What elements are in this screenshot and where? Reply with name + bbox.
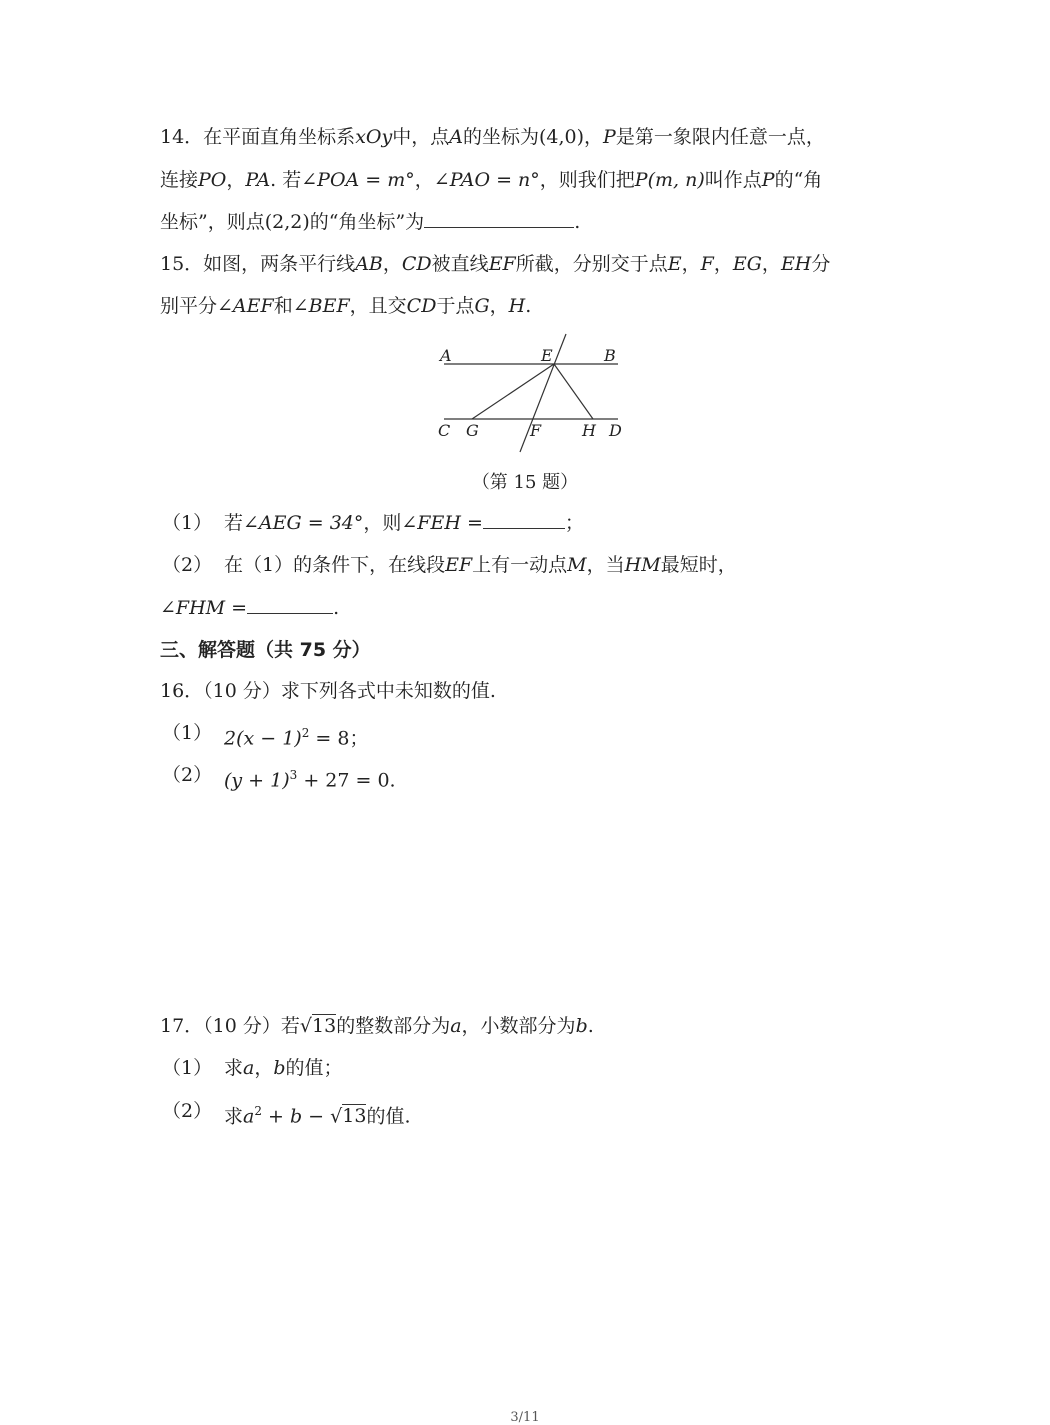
q16-title: 16．（10 分）求下列各式中未知数的值. xyxy=(160,680,496,702)
figure-caption: （第 15 题） xyxy=(471,472,579,493)
q17-part2-label: （2） xyxy=(162,1100,213,1122)
q14-line2: 连接PO，PA. 若∠POA = m°，∠PAO = n°，则我们把P(m, n)叫作点P的“角 xyxy=(160,169,823,191)
sqrt-sign-2: √ xyxy=(330,1105,343,1128)
label-h: H xyxy=(582,421,596,440)
q16-part1-label: （1） xyxy=(162,722,213,744)
q15-part2-answer: ∠FHM = . xyxy=(160,597,340,619)
label-d: D xyxy=(609,421,622,440)
sqrt-sign: √ xyxy=(299,1015,313,1037)
segment-eg xyxy=(472,364,554,419)
q16-part2: $(y + 1)^3 + 27 = 0$. xyxy=(224,768,396,792)
q14-line1: 14．在平面直角坐标系xOy中，点A的坐标为(4,0)，P是第一象限内任意一点， xyxy=(160,126,825,148)
label-a: A xyxy=(440,346,452,365)
q17-part1: 求a，b的值； xyxy=(224,1057,343,1079)
q15-figure xyxy=(430,332,630,456)
q15-part1-label: （1） xyxy=(162,512,213,534)
q15-part2: 在（1）的条件下，在线段EF上有一动点M，当HM最短时， xyxy=(224,554,737,576)
q15-part2-label: （2） xyxy=(162,554,213,576)
q16-part1: $2(x - 1)^2 = 8$； xyxy=(224,726,369,750)
q15-part1-blank[interactable] xyxy=(483,510,565,529)
q15-part2-blank[interactable] xyxy=(247,595,333,614)
page-number: 3/11 xyxy=(510,1410,540,1425)
q17-part1-label: （1） xyxy=(162,1057,213,1079)
q14-answer-blank[interactable] xyxy=(424,209,574,228)
label-e: E xyxy=(541,346,553,365)
q15-line1: 15．如图，两条平行线AB，CD被直线EF所截，分别交于点E，F，EG，EH分 xyxy=(160,253,831,275)
segment-eh xyxy=(554,364,593,419)
section-title: 三、解答题（共 75 分） xyxy=(160,639,371,661)
label-g: G xyxy=(466,421,479,440)
q14-line3: 坐标”，则点(2,2)的“角坐标”为 . xyxy=(160,211,581,233)
label-f: F xyxy=(530,421,542,440)
q16-part2-label: （2） xyxy=(162,764,213,786)
q15-line2: 别平分∠AEF和∠BEF，且交CD于点G，H. xyxy=(160,295,532,317)
q17-part2: 求$a^2 + b - √13$的值. xyxy=(224,1104,411,1128)
label-b: B xyxy=(604,346,616,365)
q15-part1: 若∠AEG = 34°，则∠FEH = ； xyxy=(224,512,584,534)
label-c: C xyxy=(438,421,451,440)
q17-title: 17．（10 分）若√13的整数部分为a，小数部分为b. xyxy=(160,1015,594,1037)
